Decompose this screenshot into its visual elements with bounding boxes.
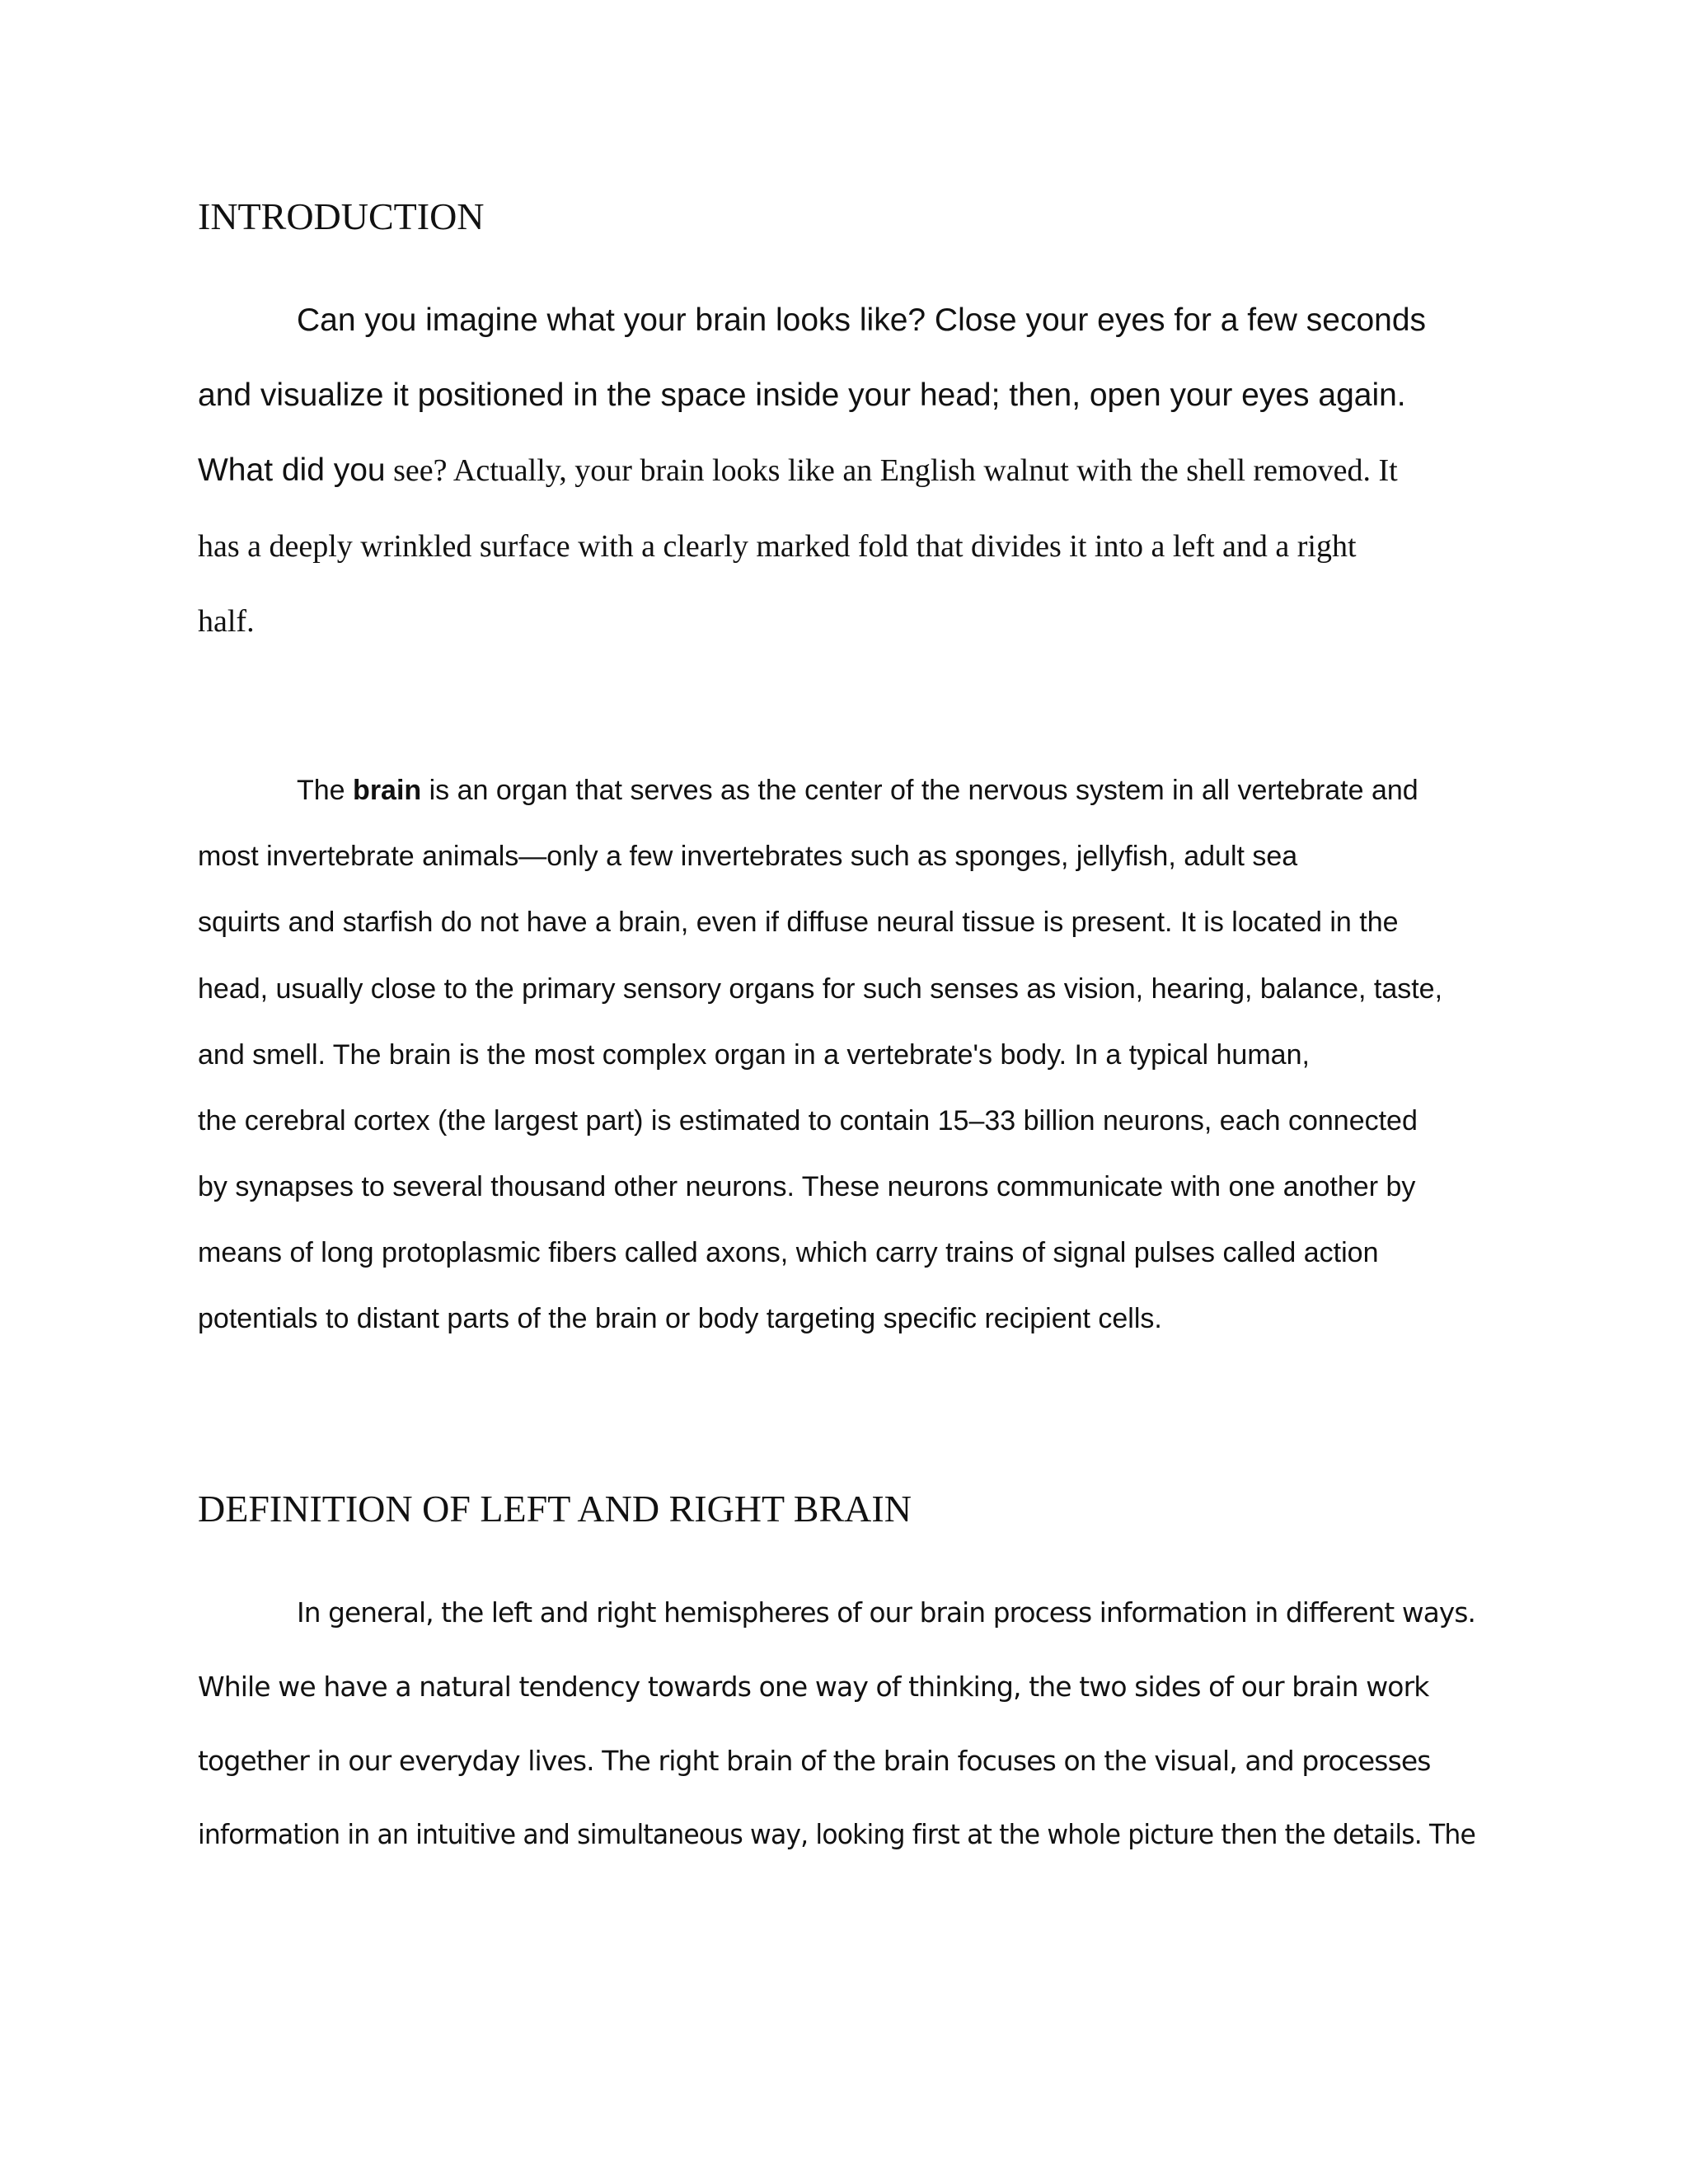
definition-p1-line-4: information in an intuitive and simultaneous way, looking first at the whole picture then the details. The	[198, 1818, 1476, 1850]
intro-p2-line-8: means of long protoplasmic fibers called axons, which carry trains of signal pulses called action	[198, 1237, 1379, 1268]
intro-p2-line-4: head, usually close to the primary sensory organs for such senses as vision, hearing, balance, taste,	[198, 973, 1443, 1005]
intro-p2-line-1-end: is an organ that serves as the center of the nervous system in all vertebrate and	[421, 775, 1418, 806]
intro-p2-line-9: potentials to distant parts of the brain or body targeting specific recipient cells.	[198, 1303, 1162, 1334]
intro-p2-line-1-start: The	[297, 775, 354, 806]
intro-p2-line-2: most invertebrate animals—only a few invertebrates such as sponges, jellyfish, adult sea	[198, 841, 1298, 872]
definition-heading: DEFINITION OF LEFT AND RIGHT BRAIN	[198, 1488, 912, 1530]
brain-bold-term: brain	[353, 775, 422, 806]
definition-p1-line-2: While we have a natural tendency towards one way of thinking, the two sides of our brain work	[198, 1671, 1429, 1703]
intro-p1-line-5: half.	[198, 604, 255, 639]
intro-p1-line-1: Can you imagine what your brain looks like? Close your eyes for a few seconds	[297, 302, 1427, 338]
intro-p2-line-7: by synapses to several thousand other neurons. These neurons communicate with one another by	[198, 1171, 1416, 1202]
intro-heading: INTRODUCTION	[198, 195, 485, 237]
intro-p1-line-2: and visualize it positioned in the space inside your head; then, open your eyes again.	[198, 377, 1406, 413]
intro-p1-line-3-serif: see? Actually, your brain looks like an English walnut with the shell removed. It	[385, 453, 1398, 488]
intro-p1-line-4: has a deeply wrinkled surface with a clearly marked fold that divides it into a left and a right	[198, 529, 1357, 564]
intro-p1-line-3	[198, 452, 1398, 489]
intro-p2-line-6: the cerebral cortex (the largest part) is estimated to contain 15–33 billion neurons, each connected	[198, 1105, 1418, 1137]
intro-p2-line-3: squirts and starfish do not have a brain, even if diffuse neural tissue is present. It is located in the	[198, 907, 1399, 938]
intro-p1-line-3-sans: What did you	[198, 452, 386, 488]
intro-p2-line-5: and smell. The brain is the most complex organ in a vertebrate's body. In a typical human,	[198, 1039, 1310, 1071]
intro-p2-line-1	[297, 775, 1418, 807]
definition-p1-line-1: In general, the left and right hemispheres of our brain process information in different ways.	[297, 1596, 1476, 1629]
definition-p1-line-3: together in our everyday lives. The right brain of the brain focuses on the visual, and processes	[198, 1745, 1431, 1777]
